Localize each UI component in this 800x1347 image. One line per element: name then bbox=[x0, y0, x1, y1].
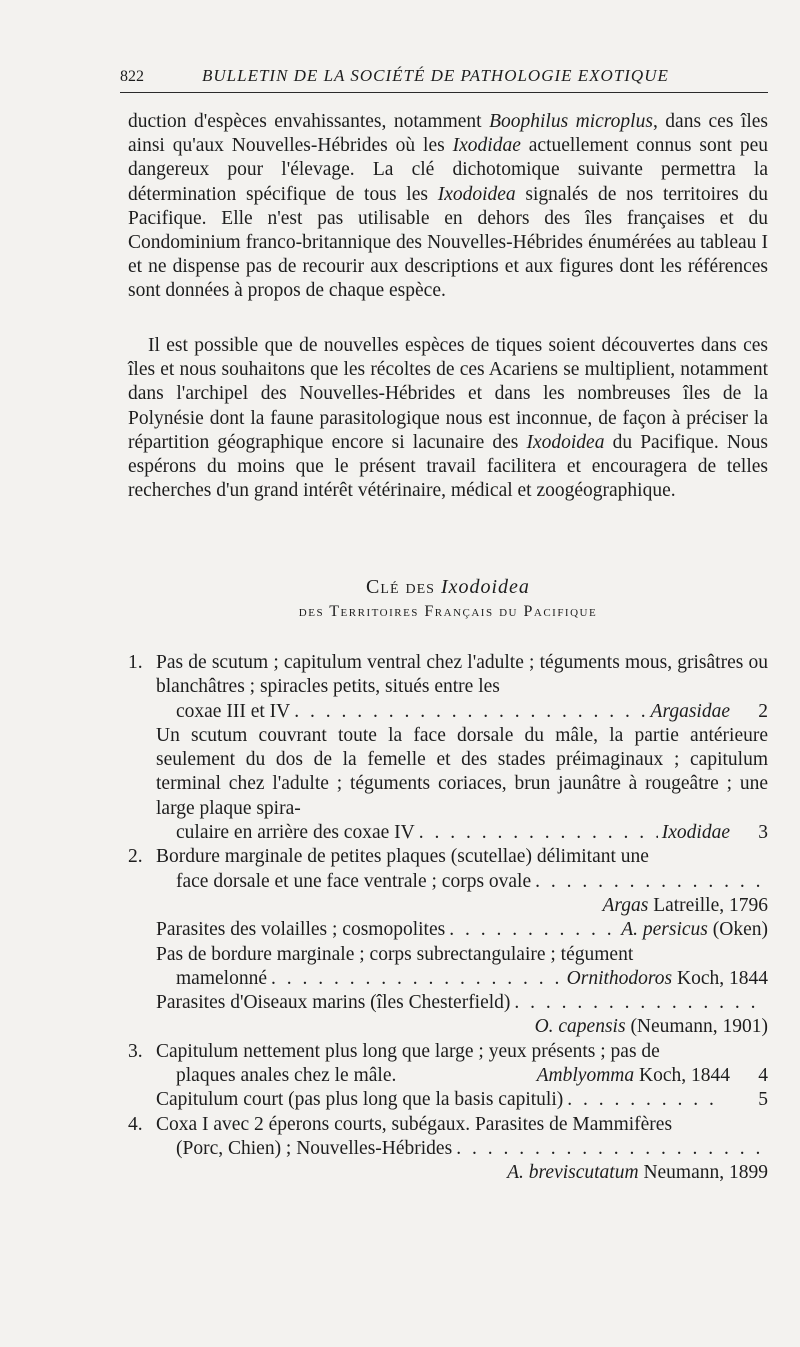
dichotomous-key bbox=[128, 651, 768, 1186]
paragraph bbox=[128, 110, 768, 304]
key-lead bbox=[156, 1088, 768, 1112]
genus-name: Amblyomma bbox=[536, 1065, 635, 1087]
dot-leader bbox=[567, 1088, 726, 1112]
species-name: A. persicus bbox=[621, 919, 708, 941]
key-lead bbox=[156, 651, 768, 724]
key-subheading: des Territoires Français du Pacifique bbox=[298, 603, 598, 620]
text-run: du Pacifique. Nous espérons du moins que le présent travail facilitera et encouragera de telles recherches d'un grand intérêt vétérinaire, médical et zoogéographique. bbox=[128, 431, 768, 502]
goto-number: 3 bbox=[758, 822, 768, 844]
genus-name: Argas bbox=[602, 894, 649, 916]
dot-leader bbox=[535, 870, 764, 894]
page-header bbox=[120, 64, 768, 93]
lead-result bbox=[156, 1064, 768, 1088]
species-line bbox=[156, 1161, 768, 1185]
text-run: , dans ces îles ainsi qu'aux Nouvelles-Hébrides où les bbox=[128, 111, 768, 157]
lead-text: Coxa I avec 2 éperons courts, subégaux. Parasites de Mammifères bbox=[156, 1113, 673, 1135]
heading-text: lé des bbox=[380, 576, 441, 598]
taxon-name: Ixodidae bbox=[452, 135, 521, 157]
couplet-number: 2. bbox=[128, 846, 143, 868]
key-lead bbox=[156, 943, 768, 1040]
text-run: actuellement connus sont peu dangereux pour l'élevage. La clé dichotomique suivante permettra la détermination spécifique de tous les bbox=[128, 135, 768, 205]
lead-text-end: plaques anales chez le mâle. bbox=[176, 1065, 397, 1087]
lead-target bbox=[730, 1088, 768, 1112]
lead-text: Pas de bordure marginale ; corps subrectangulaire ; tégument bbox=[156, 943, 634, 965]
running-title: BULLETIN DE LA SOCIÉTÉ DE PATHOLOGIE EXOTIQUE bbox=[202, 66, 669, 85]
lead-result bbox=[156, 870, 768, 894]
lead-target bbox=[662, 821, 768, 845]
species-author: Neumann, 1899 bbox=[638, 1162, 768, 1184]
key-lead bbox=[156, 845, 768, 942]
genus-author: Latreille, 1796 bbox=[648, 894, 768, 916]
key-heading bbox=[128, 576, 768, 599]
lead-text-end: face dorsale et une face ventrale ; corps ovale bbox=[176, 870, 532, 892]
host-note: Parasites d'Oiseaux marins (îles Chesterfield) bbox=[156, 992, 511, 1014]
key-couplet-2 bbox=[128, 845, 768, 1039]
lead-text-end: (Porc, Chien) ; Nouvelles-Hébrides bbox=[176, 1137, 453, 1159]
key-couplet-3 bbox=[128, 1040, 768, 1113]
lead-result bbox=[156, 1088, 768, 1112]
dot-leader bbox=[514, 991, 764, 1015]
taxon-name: Boophilus microplus bbox=[489, 111, 653, 132]
goto-number: 4 bbox=[758, 1065, 768, 1087]
lead-target bbox=[651, 700, 768, 724]
genus-line bbox=[156, 894, 768, 918]
taxon-name: Argasidae bbox=[650, 700, 730, 722]
page-number: 822 bbox=[120, 68, 144, 85]
genus-name: Ornithodoros bbox=[566, 967, 673, 989]
lead-text: Un scutum couvrant toute la face dorsale du mâle, la partie antérieure seulement du dos de la femelle et des stades préimaginaux ; capitulum terminal chez l'adulte ; téguments coriaces, brun jaunâtre à rougeâtre ; une large plaque spira- bbox=[156, 724, 768, 819]
genus-author: Koch, 1844 bbox=[672, 967, 768, 989]
lead-text: Bordure marginale de petites plaques (scutellae) délimitant une bbox=[156, 846, 649, 868]
taxon-name: Ixodoidea bbox=[437, 183, 516, 205]
lead-text: Capitulum nettement plus long que large ; yeux présents ; pas de bbox=[156, 1040, 660, 1062]
taxon-name: Ixodoidea bbox=[526, 431, 605, 453]
dot-leader bbox=[456, 1137, 764, 1161]
text-run: Il est possible que de nouvelles espèces de tiques soient découvertes dans ces îles et nous souhaitons que les récoltes de ces Acariens se multiplient, notamment dans l'archipel des Nouvelles-Hébrides et dans les nombreuses îles de la Polynésie dont la faune parasitologique nous est inconnue, de façon à préciser la répartition géographique encore si lacunaire des bbox=[128, 335, 768, 453]
key-lead bbox=[156, 724, 768, 845]
couplet-number: 4. bbox=[128, 1113, 143, 1135]
genus-target bbox=[567, 967, 768, 991]
lead-result bbox=[156, 1137, 768, 1161]
key-lead bbox=[156, 1113, 768, 1186]
species-name: O. capensis bbox=[534, 1016, 626, 1038]
species-author: (Neumann, 1901) bbox=[625, 1016, 768, 1038]
genus-target bbox=[537, 1064, 768, 1088]
dot-leader bbox=[449, 918, 617, 942]
host-note: Parasites des volailles ; cosmopolites bbox=[156, 919, 446, 941]
text-run: signalés de nos territoires du Pacifique. Elle n'est pas utilisable en dehors des îles françaises et du Condominium franco-britannique des Nouvelles-Hébrides énumérées au tableau I et ne dispense pas de recourir aux descriptions et aux figures dont les références sont données à propos de chaque espèce. bbox=[128, 183, 768, 302]
key-couplet-4 bbox=[128, 1113, 768, 1186]
dot-leader bbox=[271, 967, 563, 991]
heading-initial: C bbox=[366, 576, 381, 598]
text-run: duction d'espèces envahissantes, notamment bbox=[128, 111, 490, 132]
lead-text-end: Capitulum court (pas plus long que la basis capituli) bbox=[156, 1089, 564, 1111]
dot-leader bbox=[419, 821, 658, 845]
body-paragraph-1 bbox=[128, 110, 768, 304]
lead-result bbox=[156, 821, 768, 845]
body-paragraph-2 bbox=[128, 334, 768, 503]
lead-result bbox=[156, 967, 768, 991]
goto-number: 2 bbox=[758, 700, 768, 722]
key-couplet-1 bbox=[128, 651, 768, 845]
key-lead bbox=[156, 1040, 768, 1089]
species-line bbox=[156, 1015, 768, 1039]
lead-text: Pas de scutum ; capitulum ventral chez l'adulte ; téguments mous, grisâtres ou blanchâtres ; spiracles petits, situés entre les bbox=[156, 652, 768, 698]
species-author: (Oken) bbox=[707, 919, 768, 941]
dot-leader bbox=[294, 700, 646, 724]
lead-text-end: mamelonné bbox=[176, 967, 267, 989]
species-name: A. breviscutatum bbox=[507, 1162, 639, 1184]
paragraph bbox=[128, 334, 768, 503]
species-note-line bbox=[156, 991, 768, 1015]
species-line bbox=[156, 918, 768, 942]
lead-result bbox=[156, 700, 768, 724]
heading-taxon: Ixodoidea bbox=[440, 576, 530, 598]
lead-text-end: coxae III et IV bbox=[176, 700, 291, 722]
lead-text-end: culaire en arrière des coxae IV bbox=[176, 822, 415, 844]
couplet-number: 3. bbox=[128, 1040, 143, 1062]
couplet-number: 1. bbox=[128, 652, 143, 673]
taxon-name: Ixodidae bbox=[661, 822, 730, 844]
genus-author: Koch, 1844 bbox=[634, 1065, 730, 1087]
species-target bbox=[621, 918, 768, 942]
goto-number: 5 bbox=[758, 1089, 768, 1111]
